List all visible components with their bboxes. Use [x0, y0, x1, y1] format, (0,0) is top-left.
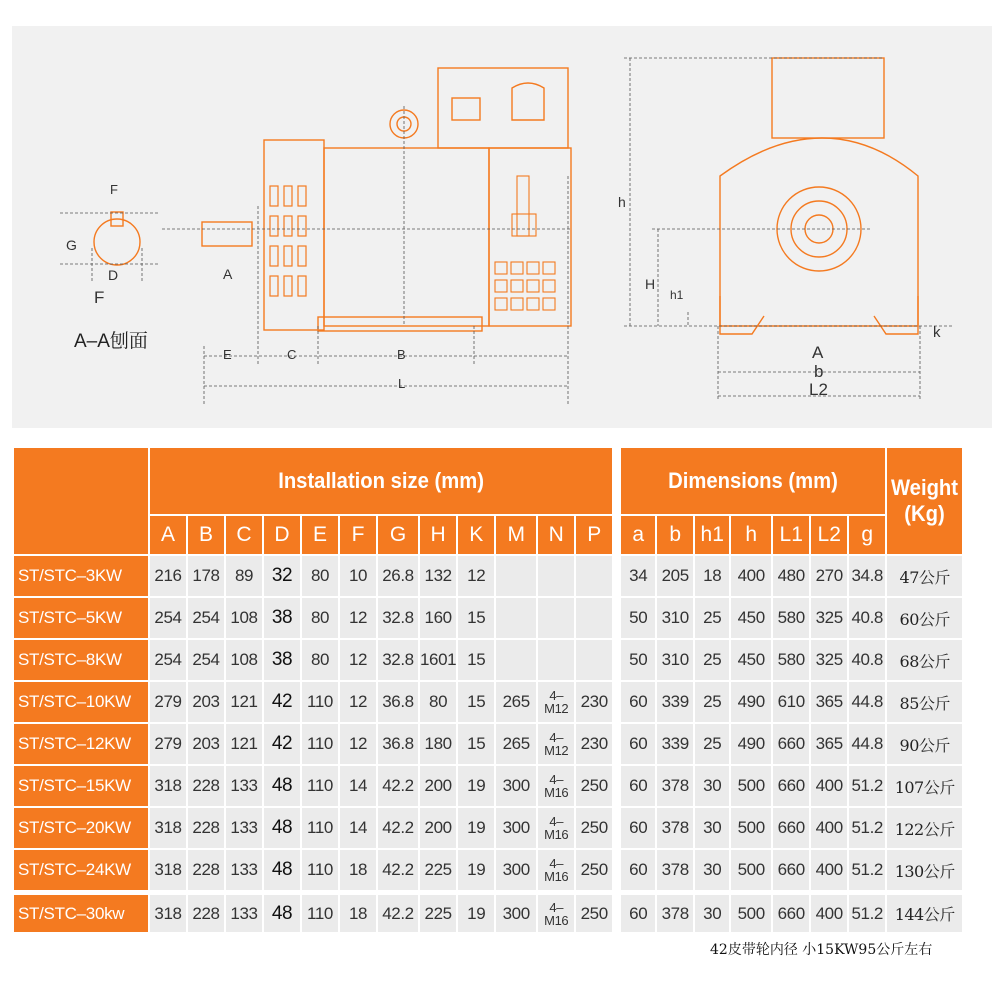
install-value: 15	[458, 598, 494, 638]
dim-value: 270	[811, 556, 847, 596]
install-value: 133	[226, 808, 262, 848]
col-header-install: M	[496, 516, 536, 554]
install-value	[538, 892, 574, 932]
dim-value: 660	[773, 850, 809, 890]
dim-value: 25	[695, 724, 729, 764]
n-value-line: 4–	[549, 856, 564, 871]
dim-value: 60	[621, 892, 655, 932]
footnote: 42皮带轮内径 小15KW95公斤左右	[710, 942, 933, 958]
install-value: 19	[458, 892, 494, 932]
install-value: 32.8	[378, 598, 418, 638]
install-value: 42.2	[378, 892, 418, 932]
col-header-dim: L1	[773, 516, 809, 554]
install-value: 19	[458, 850, 494, 890]
install-value: 318	[150, 850, 186, 890]
install-value: 225	[420, 892, 456, 932]
dim-value: 500	[731, 850, 771, 890]
install-value: 318	[150, 766, 186, 806]
dim-label-l: L	[398, 376, 406, 391]
install-value: 42.2	[378, 766, 418, 806]
n-value-line: M16	[544, 827, 569, 842]
dim-value: 450	[731, 640, 771, 680]
group-gap	[614, 892, 619, 932]
install-value: 225	[420, 850, 456, 890]
n-value-line: 4–	[549, 772, 564, 787]
install-value: 228	[188, 766, 224, 806]
install-value: 32	[264, 556, 300, 596]
dim-value: 378	[657, 766, 693, 806]
install-value: 254	[150, 640, 186, 680]
weight-value: 47公斤	[887, 556, 962, 596]
model-cell: ST/STC–10KW	[14, 682, 148, 722]
dim-value: 30	[695, 850, 729, 890]
install-value: 80	[302, 598, 338, 638]
col-header-install: K	[458, 516, 494, 554]
install-value: 32.8	[378, 640, 418, 680]
spec-body	[14, 556, 962, 932]
group-gap	[614, 808, 619, 848]
install-value: 12	[340, 682, 376, 722]
install-value: 80	[302, 640, 338, 680]
install-value: 300	[496, 892, 536, 932]
col-header-install: E	[302, 516, 338, 554]
model-cell: ST/STC–30kw	[14, 892, 148, 932]
model-header-blank	[14, 448, 148, 554]
install-value: 318	[150, 808, 186, 848]
install-value	[496, 598, 536, 638]
install-value: 14	[340, 766, 376, 806]
dim-value: 30	[695, 766, 729, 806]
install-value: 42	[264, 724, 300, 764]
install-value: 110	[302, 808, 338, 848]
dim-value: 339	[657, 682, 693, 722]
n-value-line: M16	[544, 912, 569, 928]
install-value: 38	[264, 640, 300, 680]
install-value: 203	[188, 724, 224, 764]
install-value	[538, 640, 574, 680]
install-value: 133	[226, 766, 262, 806]
install-value: 48	[264, 850, 300, 890]
model-cell: ST/STC–24KW	[14, 850, 148, 890]
n-value-line: M16	[544, 869, 569, 884]
dim-value: 30	[695, 808, 729, 848]
install-value: 42	[264, 682, 300, 722]
col-header-install: H	[420, 516, 456, 554]
dim-value: 51.2	[849, 850, 885, 890]
install-value: 178	[188, 556, 224, 596]
dim-label-d: D	[108, 267, 119, 283]
install-value: 300	[496, 766, 536, 806]
install-value: 203	[188, 682, 224, 722]
column-header-row	[14, 516, 962, 554]
dim-value: 400	[731, 556, 771, 596]
install-value: 80	[420, 682, 456, 722]
dim-label-h1: h1	[670, 288, 684, 302]
dim-value: 60	[621, 766, 655, 806]
install-value: 250	[576, 766, 612, 806]
dim-value: 51.2	[849, 892, 885, 932]
weight-value: 122公斤	[887, 808, 962, 848]
col-header-install: A	[150, 516, 186, 554]
install-value: 110	[302, 850, 338, 890]
dim-value: 400	[811, 808, 847, 848]
dim-value: 365	[811, 724, 847, 764]
install-value: 110	[302, 892, 338, 932]
install-value: 12	[340, 724, 376, 764]
install-value: 15	[458, 724, 494, 764]
n-value-line: 4–	[549, 899, 564, 915]
install-value	[496, 640, 536, 680]
dim-label-g: G	[66, 237, 77, 253]
dim-value: 580	[773, 640, 809, 680]
dim-value: 60	[621, 724, 655, 764]
dim-value: 60	[621, 682, 655, 722]
dim-value: 365	[811, 682, 847, 722]
n-value-line: M16	[544, 785, 569, 800]
install-value: 108	[226, 640, 262, 680]
weight-value: 130公斤	[887, 850, 962, 890]
install-value: 110	[302, 724, 338, 764]
install-value: 228	[188, 850, 224, 890]
install-value: 19	[458, 766, 494, 806]
dim-value: 500	[731, 766, 771, 806]
install-value: 279	[150, 682, 186, 722]
col-header-dim: h1	[695, 516, 729, 554]
generator-drawing	[12, 26, 992, 428]
install-value: 18	[340, 892, 376, 932]
group-gap	[614, 556, 619, 596]
dim-value: 500	[731, 808, 771, 848]
install-value: 89	[226, 556, 262, 596]
dim-value: 30	[695, 892, 729, 932]
install-value: 121	[226, 724, 262, 764]
group-gap	[614, 724, 619, 764]
col-header-dim: h	[731, 516, 771, 554]
dim-value: 325	[811, 640, 847, 680]
install-value: 10	[340, 556, 376, 596]
n-value-line: 4–	[549, 688, 564, 703]
install-value: 15	[458, 682, 494, 722]
install-value: 254	[150, 598, 186, 638]
dim-value: 378	[657, 892, 693, 932]
dim-value: 205	[657, 556, 693, 596]
col-header-dim: L2	[811, 516, 847, 554]
dim-value: 25	[695, 640, 729, 680]
dim-value: 339	[657, 724, 693, 764]
weight-value: 85公斤	[887, 682, 962, 722]
install-value: 318	[150, 892, 186, 932]
install-value: 200	[420, 766, 456, 806]
dim-label-b-end: b	[814, 362, 824, 381]
install-value: 12	[340, 640, 376, 680]
model-cell: ST/STC–5KW	[14, 598, 148, 638]
dim-value: 60	[621, 808, 655, 848]
install-value: 36.8	[378, 724, 418, 764]
group-gap	[614, 682, 619, 722]
col-header-dim: b	[657, 516, 693, 554]
install-value: 1601	[420, 640, 456, 680]
dim-value: 44.8	[849, 724, 885, 764]
install-value: 36.8	[378, 682, 418, 722]
weight-value: 107公斤	[887, 766, 962, 806]
dim-value: 610	[773, 682, 809, 722]
install-value	[538, 598, 574, 638]
model-cell: ST/STC–3KW	[14, 556, 148, 596]
weight-value: 60公斤	[887, 598, 962, 638]
install-value: 42.2	[378, 850, 418, 890]
install-value: 108	[226, 598, 262, 638]
n-value-line: M12	[544, 701, 569, 716]
col-header-install: F	[340, 516, 376, 554]
n-value-line: 4–	[549, 730, 564, 745]
dim-value: 378	[657, 808, 693, 848]
dim-value: 50	[621, 598, 655, 638]
dim-value: 310	[657, 598, 693, 638]
dim-value: 400	[811, 850, 847, 890]
dim-label-f-top: F	[110, 182, 118, 197]
dim-label-h-upper: H	[645, 276, 656, 292]
dim-value: 660	[773, 724, 809, 764]
table-row	[14, 766, 962, 806]
dim-label-l2: L2	[809, 380, 828, 399]
dim-value: 400	[811, 766, 847, 806]
install-value: 132	[420, 556, 456, 596]
install-value: 19	[458, 808, 494, 848]
install-value	[576, 598, 612, 638]
table-row	[14, 724, 962, 764]
install-value: 250	[576, 892, 612, 932]
install-value: 250	[576, 850, 612, 890]
install-value: 48	[264, 892, 300, 932]
dim-value: 40.8	[849, 640, 885, 680]
install-value	[538, 808, 574, 848]
install-value: 26.8	[378, 556, 418, 596]
install-value: 200	[420, 808, 456, 848]
col-header-install: P	[576, 516, 612, 554]
model-cell: ST/STC–15KW	[14, 766, 148, 806]
dim-label-k: k	[933, 324, 941, 341]
col-header-dim: a	[621, 516, 655, 554]
dim-value: 44.8	[849, 682, 885, 722]
install-value: 121	[226, 682, 262, 722]
dim-label-b: B	[397, 347, 406, 362]
table-row	[14, 808, 962, 848]
col-header-install: G	[378, 516, 418, 554]
dim-label-f-bottom: F	[94, 288, 105, 307]
install-value: 230	[576, 724, 612, 764]
dim-value: 660	[773, 892, 809, 932]
group-gap	[614, 448, 619, 554]
install-value: 300	[496, 850, 536, 890]
weight-value: 144公斤	[887, 892, 962, 932]
col-header-install: N	[538, 516, 574, 554]
dim-value: 400	[811, 892, 847, 932]
install-value: 230	[576, 682, 612, 722]
install-value: 48	[264, 808, 300, 848]
dim-value: 18	[695, 556, 729, 596]
dim-label-h: h	[618, 194, 626, 210]
table-row	[14, 556, 962, 596]
dim-value: 51.2	[849, 766, 885, 806]
install-value: 279	[150, 724, 186, 764]
dimensions-header: Dimensions (mm)	[621, 448, 885, 514]
install-value: 38	[264, 598, 300, 638]
table-row	[14, 682, 962, 722]
n-value-line: M12	[544, 743, 569, 758]
col-header-install: B	[188, 516, 224, 554]
install-value: 160	[420, 598, 456, 638]
install-value: 110	[302, 682, 338, 722]
install-value: 216	[150, 556, 186, 596]
dim-value: 450	[731, 598, 771, 638]
table-row	[14, 640, 962, 680]
dim-value: 34	[621, 556, 655, 596]
group-gap	[614, 850, 619, 890]
install-value: 12	[340, 598, 376, 638]
install-value: 300	[496, 808, 536, 848]
dim-label-c: C	[287, 347, 297, 362]
dim-value: 325	[811, 598, 847, 638]
table-row	[14, 598, 962, 638]
group-gap	[614, 598, 619, 638]
dim-value: 25	[695, 598, 729, 638]
col-header-install: C	[226, 516, 262, 554]
table-row	[14, 892, 962, 932]
n-value-line: 4–	[549, 814, 564, 829]
install-value: 254	[188, 598, 224, 638]
weight-value: 90公斤	[887, 724, 962, 764]
install-value	[576, 640, 612, 680]
dim-value: 660	[773, 766, 809, 806]
install-value	[496, 556, 536, 596]
install-value	[538, 724, 574, 764]
dim-value: 25	[695, 682, 729, 722]
dim-value: 660	[773, 808, 809, 848]
dim-value: 580	[773, 598, 809, 638]
dim-label-a-end: A	[812, 343, 824, 362]
group-gap	[614, 640, 619, 680]
install-value: 228	[188, 808, 224, 848]
weight-value: 68公斤	[887, 640, 962, 680]
section-caption: A–A刨面	[74, 331, 148, 352]
dim-value: 480	[773, 556, 809, 596]
install-value: 250	[576, 808, 612, 848]
install-value	[576, 556, 612, 596]
dim-value: 490	[731, 724, 771, 764]
dim-value: 310	[657, 640, 693, 680]
install-value: 228	[188, 892, 224, 932]
install-value: 14	[340, 808, 376, 848]
diagram-panel	[12, 26, 992, 428]
install-value: 133	[226, 850, 262, 890]
dim-value: 500	[731, 892, 771, 932]
install-value	[538, 556, 574, 596]
group-gap	[614, 766, 619, 806]
install-value: 265	[496, 682, 536, 722]
dim-value: 51.2	[849, 808, 885, 848]
dim-value: 50	[621, 640, 655, 680]
install-value: 180	[420, 724, 456, 764]
dim-value: 60	[621, 850, 655, 890]
dim-value: 490	[731, 682, 771, 722]
install-value: 42.2	[378, 808, 418, 848]
spec-table	[12, 446, 964, 934]
model-cell: ST/STC–8KW	[14, 640, 148, 680]
install-value: 80	[302, 556, 338, 596]
install-value: 48	[264, 766, 300, 806]
table-row	[14, 850, 962, 890]
install-value: 133	[226, 892, 262, 932]
install-value: 18	[340, 850, 376, 890]
weight-header: Weight (Kg)	[887, 448, 962, 554]
model-cell: ST/STC–12KW	[14, 724, 148, 764]
install-value: 254	[188, 640, 224, 680]
install-value: 110	[302, 766, 338, 806]
install-value	[538, 766, 574, 806]
install-value: 265	[496, 724, 536, 764]
dim-label-a: A	[223, 266, 233, 282]
dim-label-e: E	[223, 347, 232, 362]
model-cell: ST/STC–20KW	[14, 808, 148, 848]
install-value: 12	[458, 556, 494, 596]
dim-value: 40.8	[849, 598, 885, 638]
install-value: 15	[458, 640, 494, 680]
dim-value: 378	[657, 850, 693, 890]
install-value	[538, 682, 574, 722]
dim-value: 34.8	[849, 556, 885, 596]
col-header-install: D	[264, 516, 300, 554]
col-header-dim: g	[849, 516, 885, 554]
installation-size-header: Installation size (mm)	[150, 448, 612, 514]
install-value	[538, 850, 574, 890]
